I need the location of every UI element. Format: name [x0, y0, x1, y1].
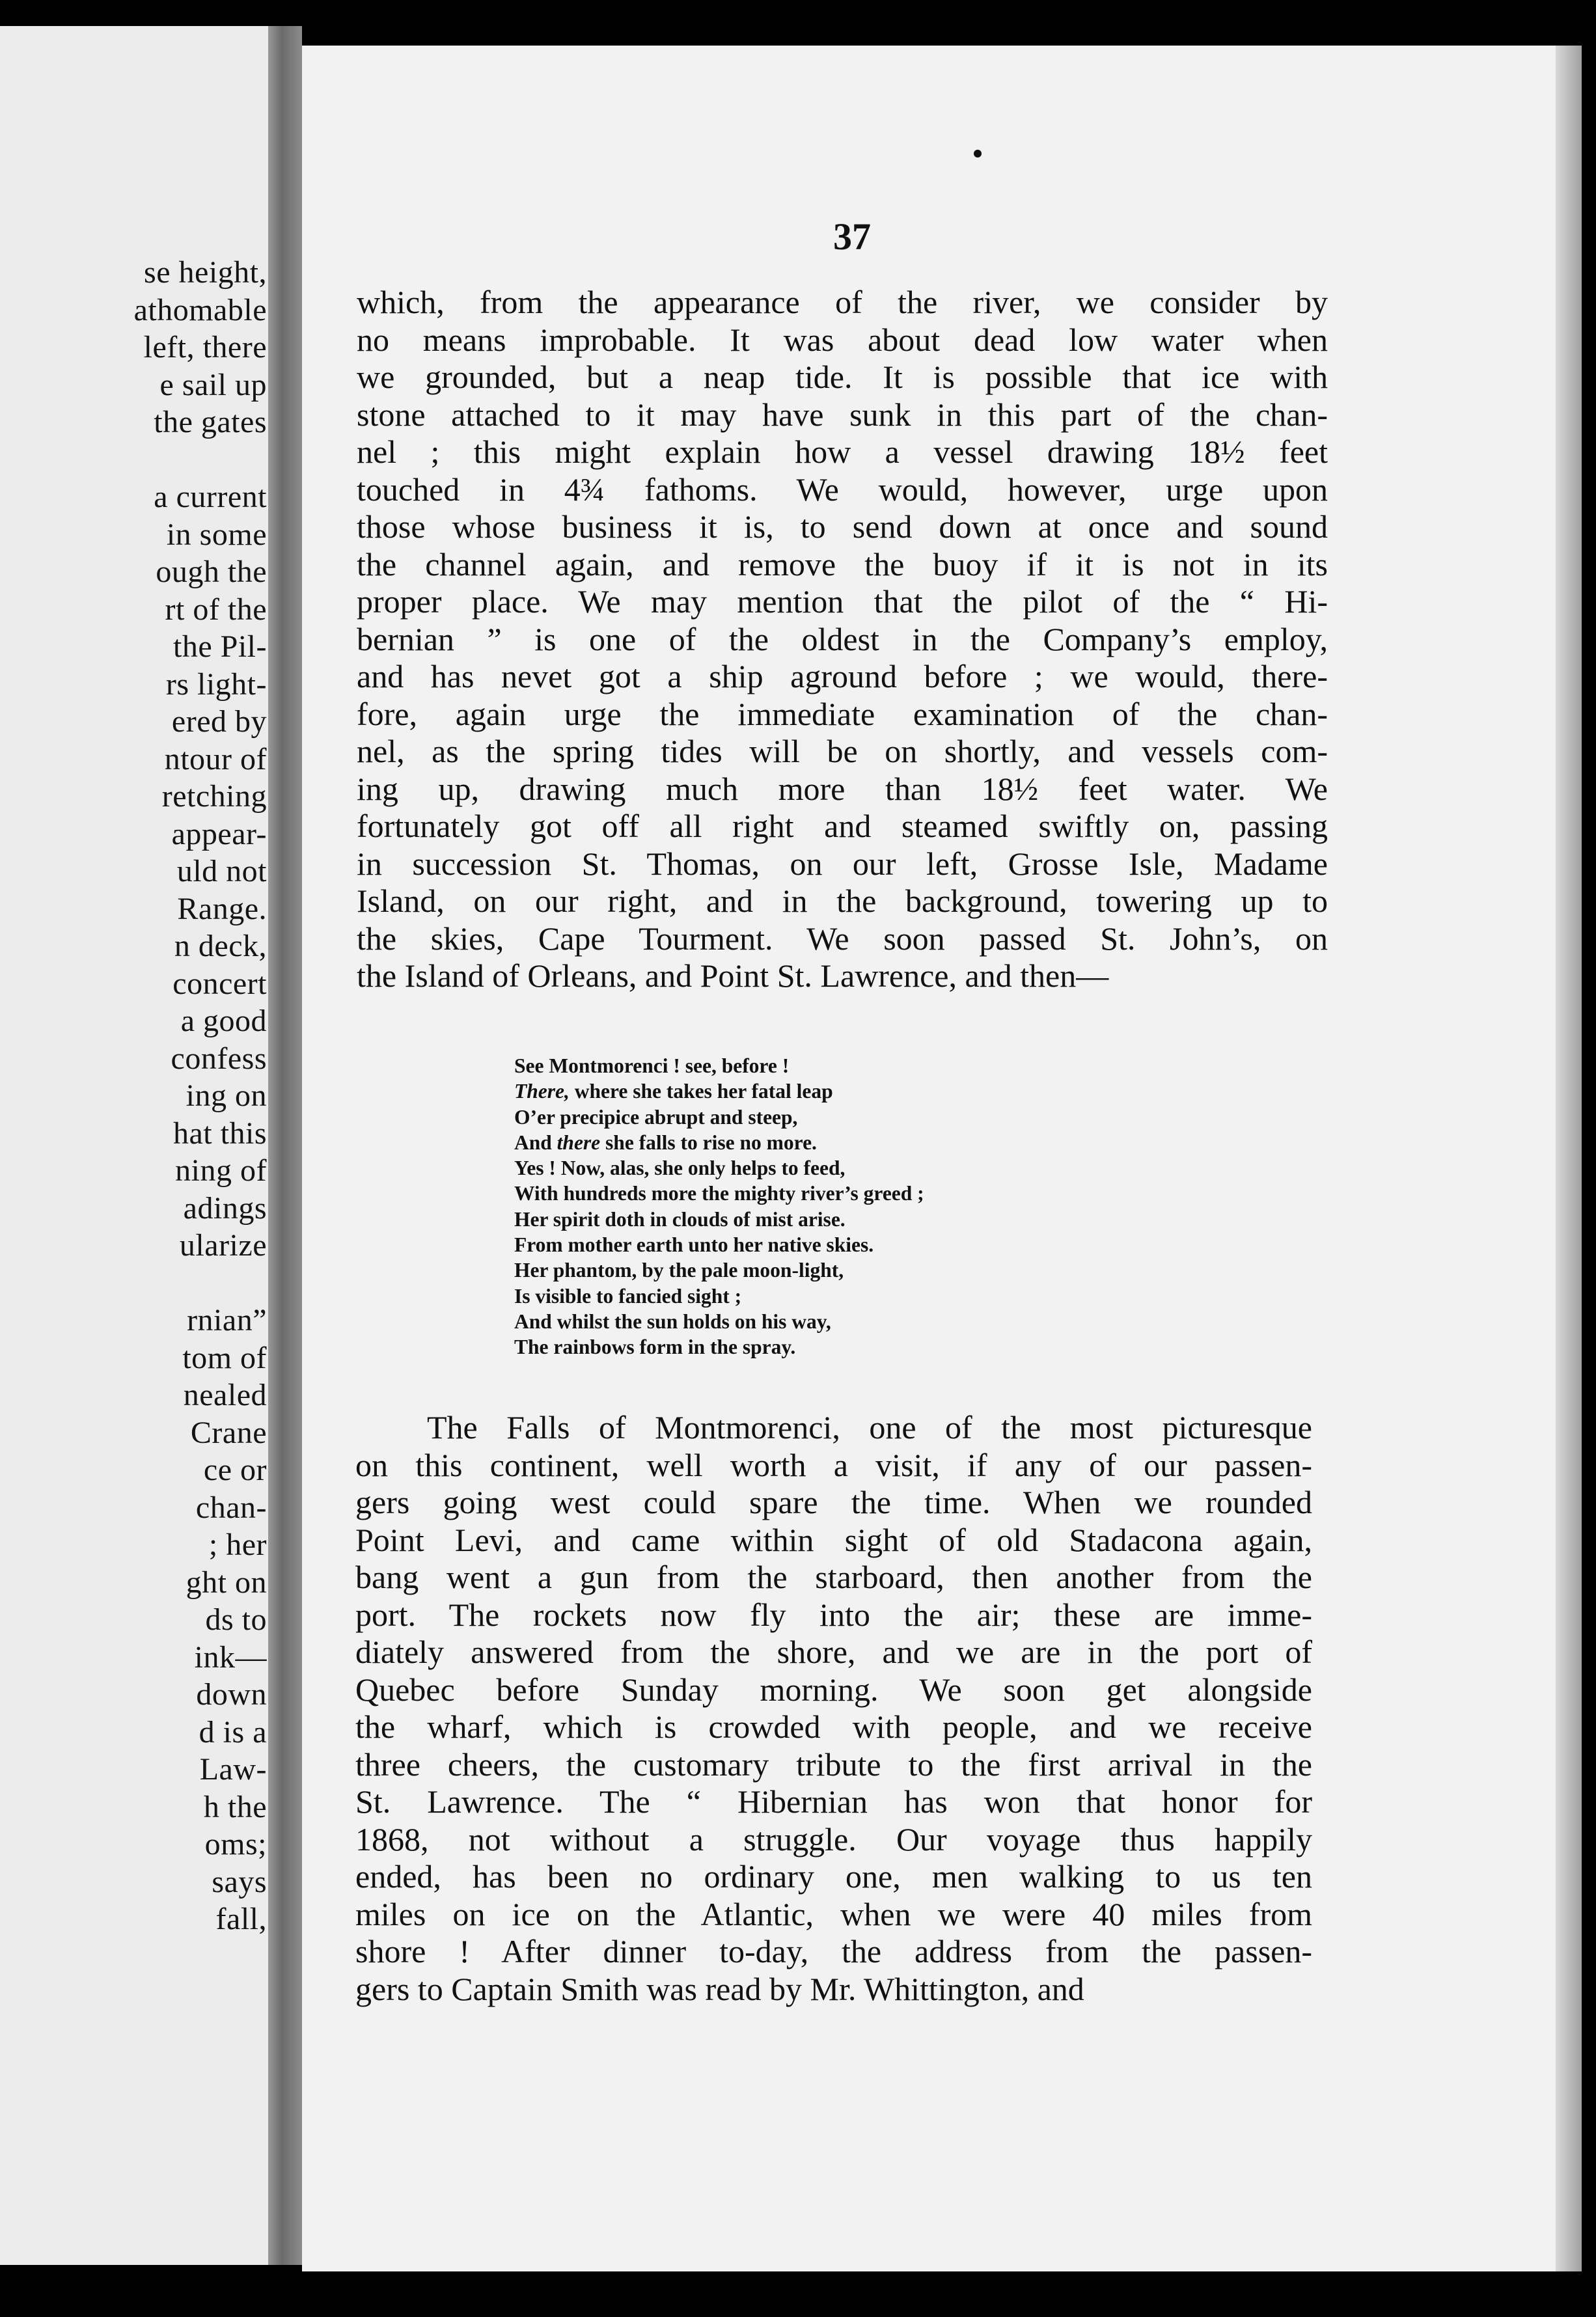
- poem-text: Yes ! Now, alas, she only helps to feed,: [514, 1157, 846, 1180]
- text-line: port. The rockets now fly into the air; these are imme-: [355, 1596, 1312, 1633]
- facing-page-line: retching: [161, 779, 267, 814]
- text-line: touched in 4¾ fathoms. We would, however, urge upon: [357, 471, 1328, 508]
- text-line: which, from the appearance of the river, we consider by: [357, 284, 1328, 320]
- facing-page-line: ght on: [186, 1565, 267, 1600]
- text-line: fore, again urge the immediate examination of the chan-: [357, 695, 1328, 732]
- poem-text: she falls to rise no more.: [600, 1131, 817, 1154]
- text-line: miles on ice on the Atlantic, when we were 40 miles from: [355, 1895, 1312, 1932]
- facing-page-line: se height,: [144, 255, 267, 290]
- paragraph-first: [357, 284, 1328, 995]
- poem-line: [514, 1334, 924, 1360]
- facing-page-line: ink—: [194, 1639, 267, 1675]
- text-line: gers going west could spare the time. When we rounded: [355, 1484, 1312, 1520]
- facing-page-line: uld not: [176, 854, 267, 888]
- facing-page-line: concert: [172, 966, 267, 1001]
- poem-line: [514, 1078, 924, 1104]
- poem-text: Her spirit doth in clouds of mist arise.: [514, 1207, 846, 1231]
- text-line: stone attached to it may have sunk in this part of the chan-: [357, 396, 1328, 433]
- text-line: gers to Captain Smith was read by Mr. Whittington, and: [355, 1970, 1084, 2007]
- poem-line: [514, 1207, 924, 1232]
- facing-page-line: h the: [203, 1789, 267, 1824]
- facing-page-line: a good: [180, 1004, 267, 1038]
- facing-page-left: [0, 26, 273, 2265]
- book-gutter: [268, 26, 302, 2265]
- facing-page-line: hat this: [173, 1116, 267, 1151]
- facing-page-line: adings: [183, 1190, 267, 1226]
- poem-text: O’er precipice abrupt and steep,: [514, 1105, 798, 1129]
- facing-page-line: rnian”: [187, 1303, 267, 1337]
- poem-text: See Montmorenci ! see, before !: [514, 1054, 790, 1077]
- ink-speck: [974, 150, 982, 158]
- poem-text: And whilst the sun holds on his way,: [514, 1309, 831, 1333]
- facing-page-line: ntour of: [164, 741, 267, 776]
- text-line: The Falls of Montmorenci, one of the most picturesque: [427, 1409, 1312, 1446]
- text-line: St. Lawrence. The “ Hibernian has won that honor for: [355, 1783, 1312, 1820]
- text-line: Point Levi, and came within sight of old Stadacona again,: [355, 1521, 1312, 1558]
- text-line: on this continent, well worth a visit, if any of our passen-: [355, 1446, 1312, 1483]
- facing-page-line: ough the: [156, 555, 267, 589]
- poem-text: From mother earth unto her native skies.: [514, 1233, 874, 1257]
- poem-line: [514, 1053, 924, 1078]
- text-line: nel ; this might explain how a vessel drawing 18½ feet: [357, 433, 1328, 470]
- facing-page-line: ds to: [205, 1602, 267, 1637]
- facing-page-line: left, there: [143, 330, 267, 364]
- facing-page-line: athomable: [133, 292, 267, 327]
- poem-text: where she takes her fatal leap: [569, 1080, 833, 1103]
- poem-block: [514, 1053, 924, 1360]
- facing-page-line: rs light-: [165, 666, 267, 702]
- facing-page-line: confess: [171, 1041, 267, 1076]
- facing-page-line: the gates: [154, 405, 267, 439]
- poem-line: [514, 1232, 924, 1257]
- facing-page-line: n deck,: [174, 929, 267, 963]
- text-line: shore ! After dinner to-day, the address from the passen-: [355, 1933, 1312, 1969]
- text-line: no means improbable. It was about dead low water when: [357, 321, 1328, 358]
- poem-line: [514, 1283, 924, 1309]
- poem-text: Her phantom, by the pale moon-light,: [514, 1259, 844, 1282]
- poem-text: With hundreds more the mighty river’s greed ;: [514, 1182, 924, 1205]
- text-line: proper place. We may mention that the pilot of the “ Hi-: [357, 583, 1328, 620]
- page-edge-shadow: [1556, 46, 1582, 2271]
- facing-page-line: fall,: [215, 1902, 267, 1936]
- text-line: 1868, not without a struggle. Our voyage thus happily: [355, 1820, 1312, 1858]
- poem-line: [514, 1309, 924, 1334]
- poem-line: [514, 1104, 924, 1130]
- facing-page-line: in some: [166, 517, 267, 552]
- text-line: Island, on our right, and in the background, towering up to: [357, 883, 1328, 919]
- poem-text: The rainbows form in the spray.: [514, 1336, 796, 1359]
- facing-page-line: e sail up: [159, 367, 267, 402]
- facing-page-line: rt of the: [165, 592, 267, 627]
- text-line: bernian ” is one of the oldest in the Company’s employ,: [357, 620, 1328, 657]
- text-line: Quebec before Sunday morning. We soon get alongside: [355, 1671, 1312, 1708]
- text-line: we grounded, but a neap tide. It is possible that ice with: [357, 359, 1328, 395]
- poem-text: And: [514, 1131, 557, 1154]
- facing-page-line: d is a: [199, 1714, 267, 1749]
- poem-emphasis: There,: [514, 1080, 570, 1103]
- paragraph-second: [355, 1409, 1312, 2008]
- text-line: and has nevet got a ship aground before ; we would, there-: [357, 658, 1328, 694]
- facing-page-line: ning of: [175, 1153, 267, 1188]
- facing-page-line: a current: [154, 480, 267, 514]
- facing-page-line: the Pil-: [173, 629, 267, 664]
- text-line: bang went a gun from the starboard, then another from the: [355, 1559, 1312, 1595]
- facing-page-line: appear-: [171, 816, 267, 851]
- facing-page-line: down: [196, 1677, 267, 1712]
- page-number: 37: [833, 215, 871, 258]
- poem-line: [514, 1130, 924, 1155]
- facing-page-line: chan-: [195, 1490, 267, 1525]
- text-line: those whose business it is, to send down at once and sound: [357, 508, 1328, 545]
- text-line: diately answered from the shore, and we are in the port of: [355, 1634, 1312, 1670]
- facing-page-line: ered by: [171, 704, 267, 739]
- text-line: in succession St. Thomas, on our left, Grosse Isle, Madame: [357, 845, 1328, 882]
- facing-page-line: nealed: [183, 1378, 267, 1412]
- facing-page-line: Law-: [199, 1752, 267, 1787]
- text-line: ended, has been no ordinary one, men walking to us ten: [355, 1858, 1312, 1895]
- text-line: ing up, drawing much more than 18½ feet water. We: [357, 770, 1328, 807]
- facing-page-line: Crane: [190, 1415, 267, 1450]
- facing-page-line: ce or: [203, 1453, 267, 1487]
- facing-page-line: Range.: [177, 891, 267, 926]
- text-line: three cheers, the customary tribute to the first arrival in the: [355, 1746, 1312, 1783]
- facing-page-line: tom of: [182, 1340, 267, 1375]
- facing-page-line: ularize: [179, 1228, 267, 1263]
- facing-page-line: oms;: [204, 1827, 267, 1861]
- poem-line: [514, 1257, 924, 1283]
- facing-page-line: says: [212, 1864, 267, 1899]
- poem-text: Is visible to fancied sight ;: [514, 1284, 742, 1308]
- text-line: nel, as the spring tides will be on shortly, and vessels com-: [357, 733, 1328, 769]
- text-line: the Island of Orleans, and Point St. Lawrence, and then—: [357, 957, 1109, 994]
- poem-line: [514, 1155, 924, 1181]
- poem-emphasis: there: [557, 1131, 601, 1154]
- text-line: fortunately got off all right and steamed swiftly on, passing: [357, 808, 1328, 844]
- text-line: the channel again, and remove the buoy if it is not in its: [357, 545, 1328, 583]
- poem-line: [514, 1181, 924, 1206]
- text-line: the skies, Cape Tourment. We soon passed St. John’s, on: [357, 920, 1328, 957]
- facing-page-line: ; her: [208, 1528, 267, 1562]
- facing-page-line: ing on: [186, 1078, 267, 1113]
- text-line: the wharf, which is crowded with people, and we receive: [355, 1708, 1312, 1745]
